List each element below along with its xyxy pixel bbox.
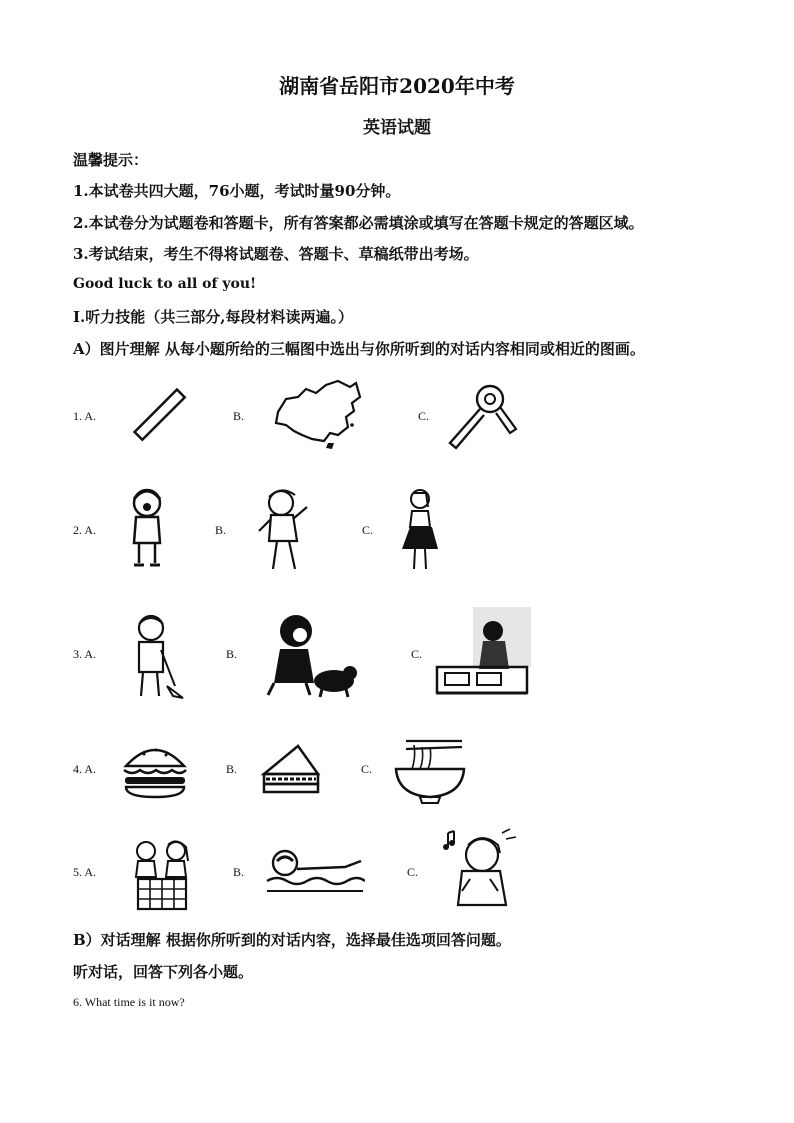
notice-heading: 温馨提示： (73, 151, 149, 169)
notice-item-3: 3.考试结束，考生不得将试题卷、答题卡、草稿纸带出考场。 (73, 245, 479, 263)
part-b-instruction: 听对话，回答下列各小题。 (73, 963, 254, 981)
notice-item-1: 1.本试卷共四大题，76小题，考试时量90分钟。 (73, 182, 401, 200)
question-2-label-c: C. (362, 523, 374, 537)
girl-singing-icon (122, 485, 172, 570)
question-5-row (0, 825, 794, 920)
sandwich-icon (258, 740, 323, 800)
noodles-icon (392, 735, 467, 805)
question-4-label-a: 4. A. (73, 762, 97, 776)
question-5-label-a: 5. A. (73, 865, 97, 879)
question-3-label-a: 3. A. (73, 647, 97, 661)
key-icon (440, 377, 520, 452)
question-1-label-b: B. (233, 409, 245, 423)
hamburger-icon (120, 740, 190, 800)
notice-item-2: 2.本试卷分为试题卷和答题卡，所有答案都必需填涂或填写在答题卡规定的答题区域。 (73, 214, 644, 232)
question-3-label-b: B. (226, 647, 238, 661)
question-3-label-c: C. (411, 647, 423, 661)
person-cooking-icon (433, 605, 533, 700)
page-title: 湖南省岳阳市2020年中考 (279, 74, 515, 98)
page-subtitle: 英语试题 (363, 118, 431, 138)
boy-sweeping-icon (125, 610, 185, 700)
part-b-title: B）对话理解 根据你所听到的对话内容，选择最佳选项回答问题。 (73, 931, 511, 949)
question-3-row (0, 605, 794, 705)
person-swimming-icon (265, 845, 365, 900)
question-4-label-c: C. (361, 762, 373, 776)
question-1-row (0, 375, 794, 455)
question-4-row (0, 735, 794, 810)
question-5-label-c: C. (407, 865, 419, 879)
china-map-icon (268, 377, 363, 452)
girl-dancing-icon (253, 485, 313, 575)
good-luck-text: Good luck to all of you! (73, 276, 257, 292)
question-6-text: 6. What time is it now? (73, 995, 185, 1009)
question-1-label-c: C. (418, 409, 430, 423)
question-2-row (0, 485, 794, 575)
girl-with-dog-icon (262, 607, 362, 702)
question-4-label-b: B. (226, 762, 238, 776)
question-2-label-b: B. (215, 523, 227, 537)
section-1-title: I.听力技能（共三部分,每段材料读两遍。） (73, 308, 353, 326)
part-a-instruction: A）图片理解 从每小题所给的三幅图中选出与你所听到的对话内容相同或相近的图画。 (73, 340, 645, 358)
girl-in-dress-icon (398, 485, 443, 575)
question-1-label-a: 1. A. (73, 409, 97, 423)
kids-playing-chess-icon (128, 837, 198, 917)
question-5-label-b: B. (233, 865, 245, 879)
ruler-icon (125, 380, 195, 450)
boy-singing-icon (440, 825, 520, 915)
question-2-label-a: 2. A. (73, 523, 97, 537)
